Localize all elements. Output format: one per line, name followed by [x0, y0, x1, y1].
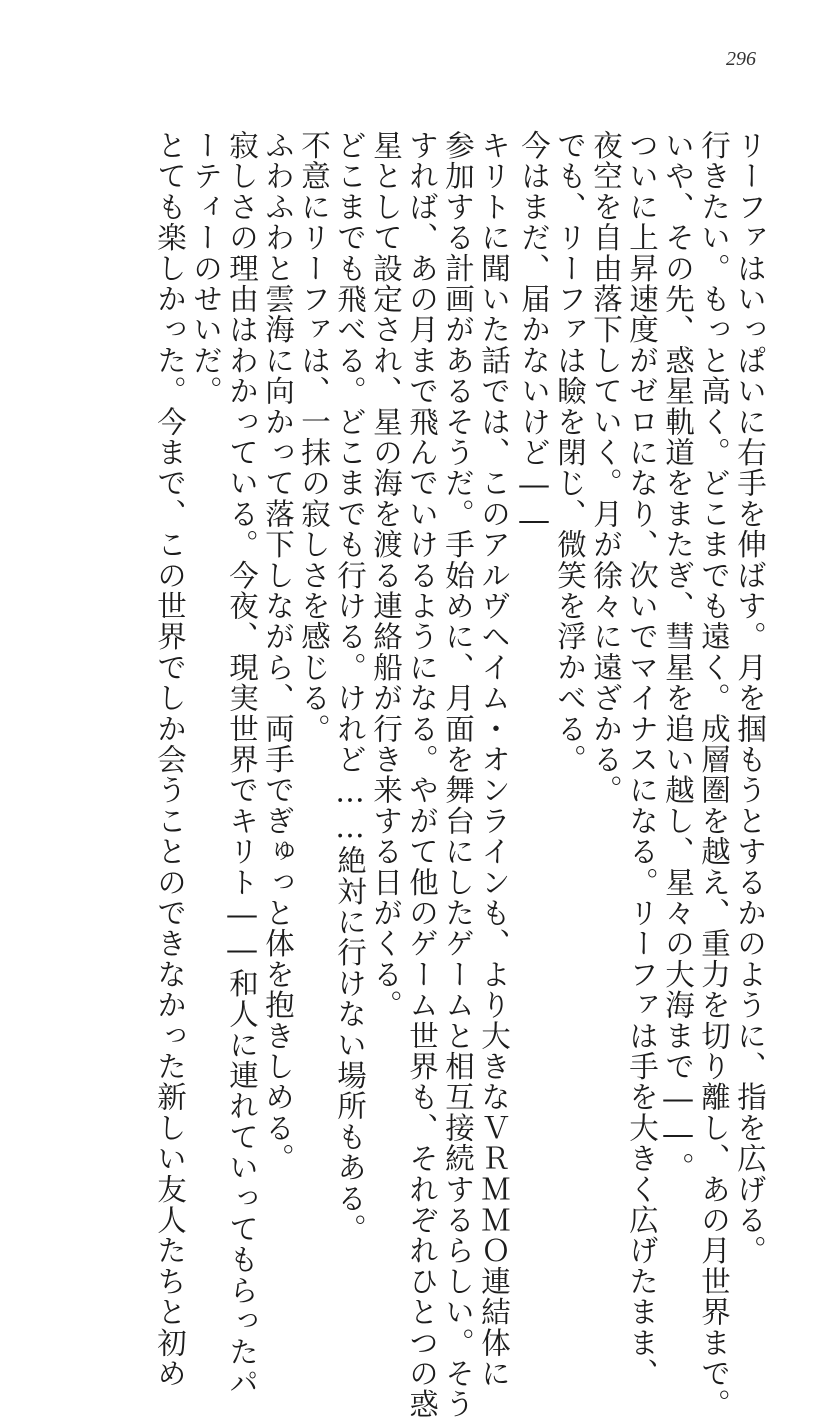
text-line: とても楽しかった。今まで、この世界でしか会うことのできなかった新しい友人たちと初め [153, 130, 187, 1389]
text-line: キリトに聞いた話では、このアルヴヘイム・オンラインも、より大きなＶＲＭＭＯ連結体に [477, 130, 511, 1389]
text-line: 今はまだ、届かないけど―― [517, 130, 551, 539]
text-line: でも、リーファは瞼を閉じ、微笑を浮かべる。 [553, 130, 587, 775]
text-line: 参加する計画があるそうだ。手始めに、月面を舞台にしたゲームと相互接続するらしい。そう [441, 130, 475, 1419]
page-number: 296 [726, 48, 756, 70]
text-line: 不意にリーファは、一抹の寂しさを感じる。 [297, 130, 331, 744]
text-line: いや、その先、惑星軌道をまたぎ、彗星を追い越し、星々の大海まで――。 [661, 130, 695, 1183]
text-line: すれば、あの月まで飛んでいけるようになる。やがて他のゲーム世界も、それぞれひとつの惑 [405, 130, 439, 1419]
text-line: ーティーのせいだ。 [189, 130, 223, 407]
text-line: どこまでも飛べる。どこまでも行ける。けれど……絶対に行けない場所もある。 [333, 130, 367, 1245]
text-line: 寂しさの理由はわかっている。今夜、現実世界でキリト――和人に連れていってもらったパ [225, 130, 259, 1398]
text-line: 行きたい。もっと高く。どこまでも遠く。成層圏を越え、重力を切り離し、あの月世界まで。 [697, 130, 731, 1419]
novel-text-body [64, 130, 767, 1419]
text-line: 夜空を自由落下していく。月が徐々に遠ざかる。 [589, 130, 623, 806]
text-line: 星として設定され、星の海を渡る連絡船が行き来する日がくる。 [369, 130, 403, 1021]
text-line: ふわふわと雲海に向かって落下しながら、両手でぎゅっと体を抱きしめる。 [261, 130, 295, 1174]
text-line: リーファはいっぱいに右手を伸ばす。月を掴もうとするかのように、指を広げる。 [733, 130, 767, 1266]
text-line: ついに上昇速度がゼロになり、次いでマイナスになる。リーファは手を大きく広げたまま、 [625, 130, 659, 1389]
